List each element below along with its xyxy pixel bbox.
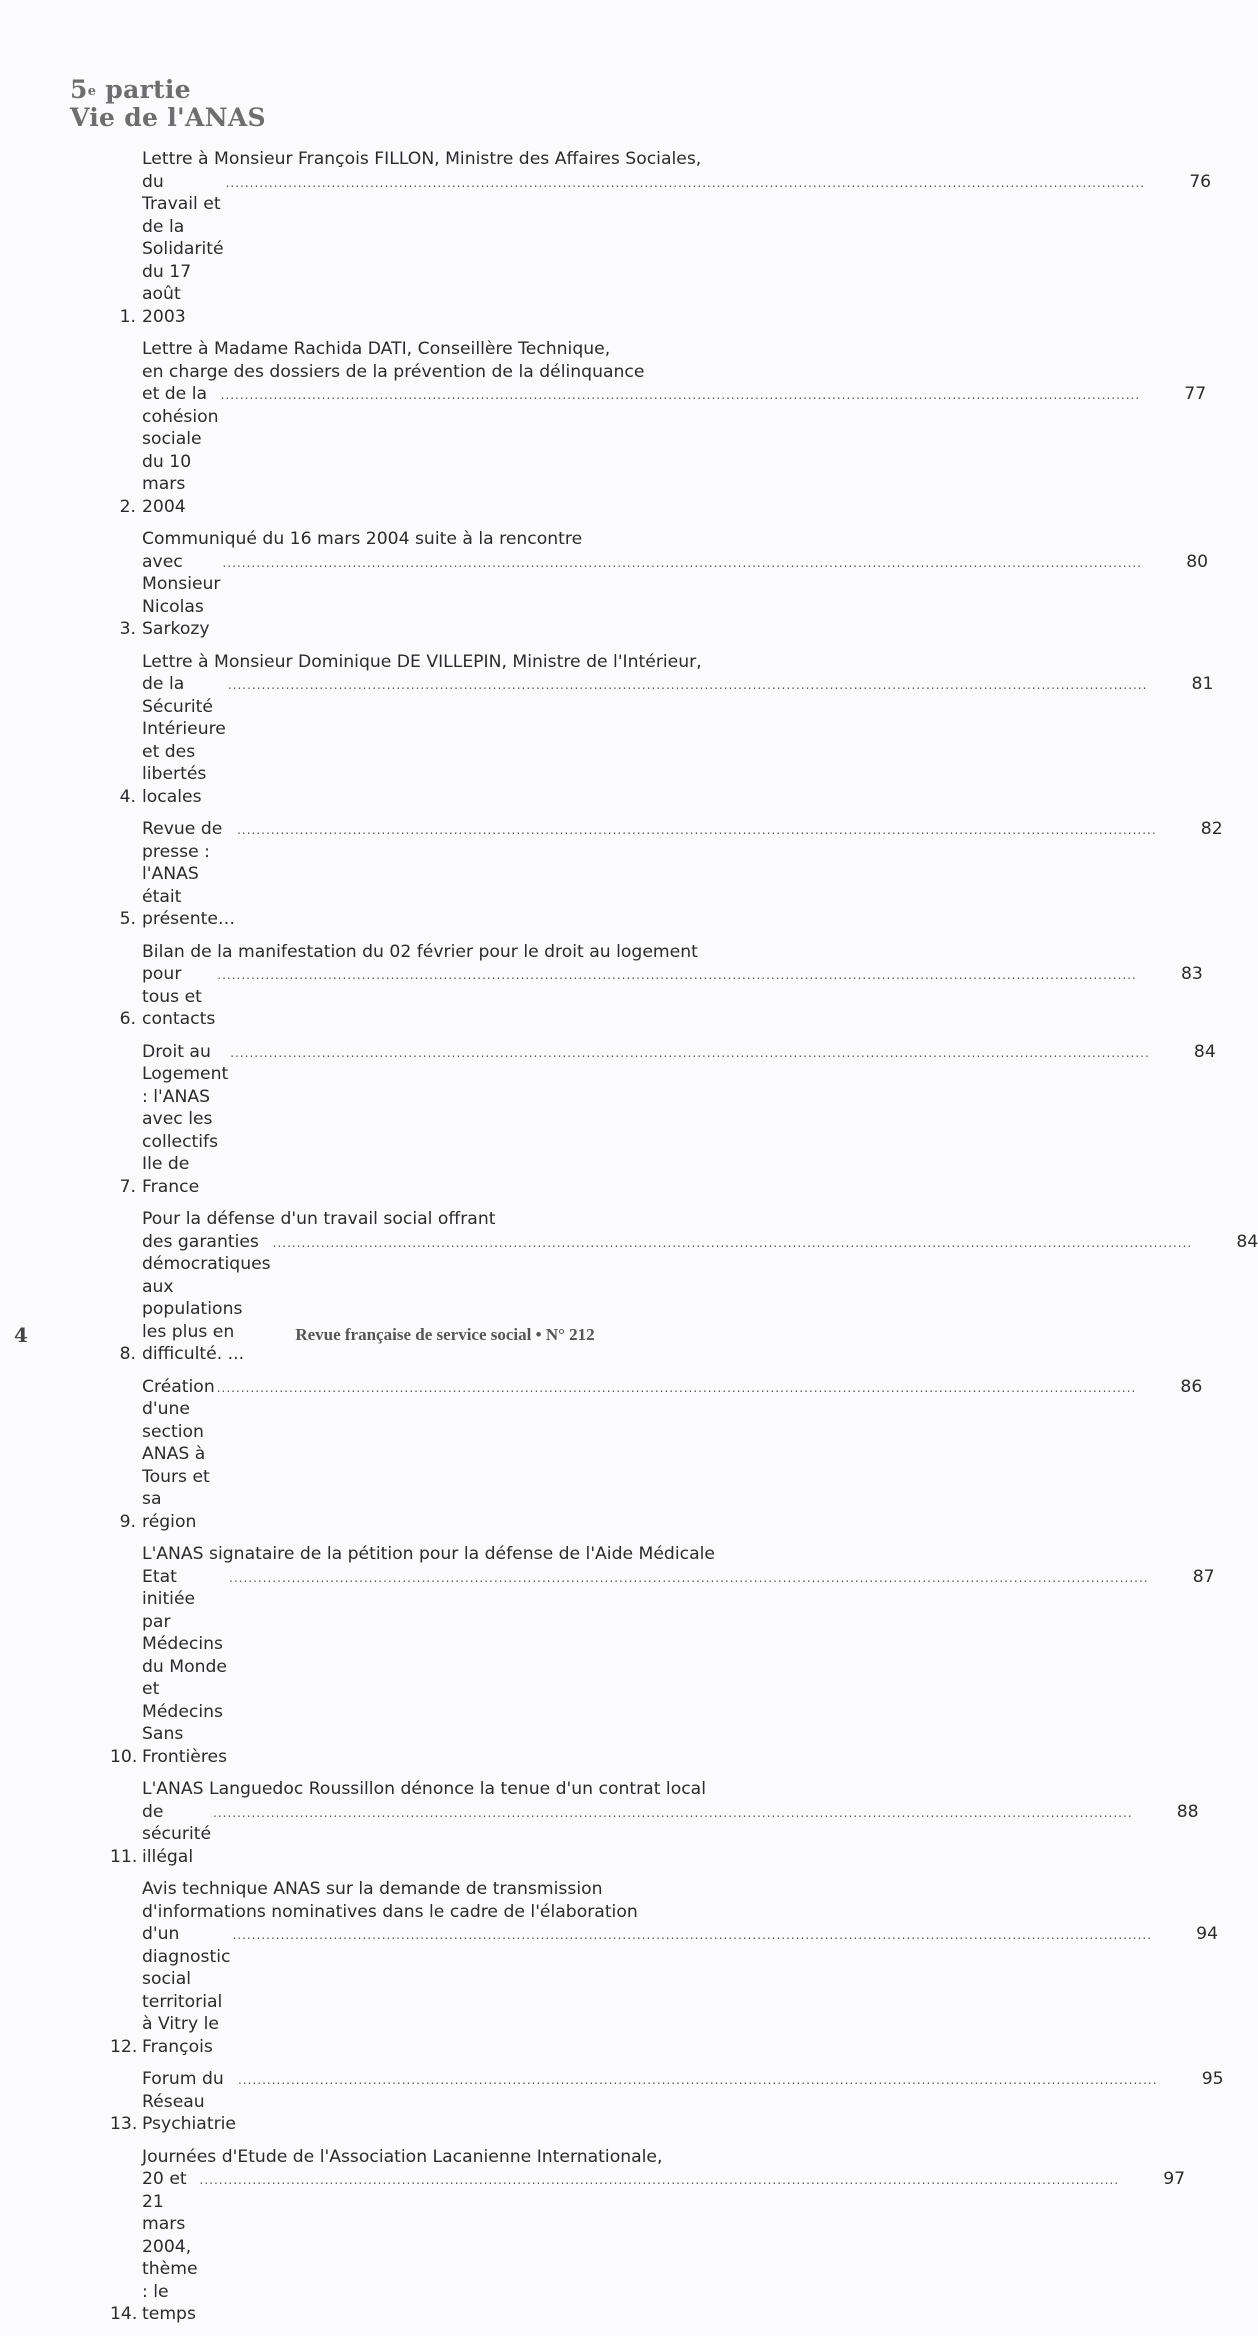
toc-entry-line: Lettre à Monsieur François FILLON, Ministre des Affaires Sociales, [142,149,702,169]
toc-entry-last-line [142,383,1206,518]
toc-entry-number: 14. [110,2304,138,2324]
toc-entry[interactable] [110,1041,1216,1199]
toc-entry-title [142,1543,1215,1768]
toc-entry-number: 13. [110,2114,138,2134]
toc-entry[interactable] [110,1376,1203,1534]
toc-entry-last-line [142,551,1208,641]
toc-entry-number: 12. [110,2036,138,2057]
toc-entry-last-line [142,1041,1216,1199]
toc-entry-page: 81 [1191,674,1214,694]
toc-entry-title [142,2068,1224,2136]
toc-entry-page: 80 [1186,551,1209,572]
toc-entry-number: 6. [119,1009,136,1029]
toc-entry[interactable] [110,338,1207,518]
section-title: Vie de l'ANAS [70,103,266,132]
footer-page-number: 4 [14,1323,28,1347]
dot-leader [213,1802,1133,1825]
toc-entry[interactable] [110,818,1223,931]
toc-entry-line: d'informations nominatives dans le cadre de l'élaboration [142,1901,638,1922]
toc-entry-line: de la Sécurité Intérieure et des libertés locales [142,674,226,807]
toc-entry-number: 2. [119,496,136,517]
toc-entry[interactable] [110,1778,1199,1868]
toc-entry-page: 94 [1196,1924,1219,1944]
toc-entry-number: 1. [119,306,136,327]
footer-publication: Revue française de service social • N° 212 [295,1325,595,1344]
dot-leader [237,819,1157,842]
toc-entry-last-line [142,673,1213,808]
toc-entry-line: en charge des dossiers de la prévention de la délinquance [142,361,645,382]
toc-entry-line: Pour la défense d'un travail social offrant [142,1209,496,1229]
dot-leader [232,1924,1152,1947]
toc-entry-last-line [142,1231,1258,1366]
toc-entry-title [142,1878,1218,2058]
toc-entry-page: 88 [1176,1801,1199,1822]
toc-entry-number: 8. [119,1344,136,1364]
toc-entry[interactable] [110,651,1214,809]
toc-entry-title [142,651,1213,809]
toc-entry-line: Revue de presse : l'ANAS était présente… [142,819,236,929]
toc-entry-page: 83 [1180,964,1203,984]
toc-entry-title [142,2146,1185,2326]
toc-entry[interactable] [110,2068,1224,2136]
toc-entry-last-line [142,818,1223,931]
section-heading [70,76,266,132]
toc-entry-line: L'ANAS Languedoc Roussillon dénonce la tenue d'un contrat local [142,1779,706,1799]
toc-entry-page: 82 [1200,819,1223,839]
dot-leader [221,384,1141,407]
table-of-contents [110,148,1258,2336]
toc-entry-last-line [142,2168,1185,2326]
toc-entry-page: 76 [1189,171,1212,192]
dot-leader [217,964,1137,987]
part-label [70,76,266,104]
toc-entry-line: Lettre à Madame Rachida DATI, Conseillère Technique, [142,339,611,359]
toc-entry-line: du Travail et de la Solidarité du 17 août 2003 [142,171,224,327]
toc-entry[interactable] [110,1878,1219,2058]
toc-entry-line: Création d'une section ANAS à Tours et sa région [142,1376,215,1532]
toc-entry-title [142,1041,1216,1199]
toc-entry-page: 84 [1236,1231,1258,1252]
toc-entry-line: 20 et 21 mars 2004, thème : le temps [142,2169,198,2324]
dot-leader [238,2069,1158,2092]
toc-entry-last-line [142,1566,1215,1769]
toc-entry-last-line [142,1923,1218,2058]
toc-entry-line: Bilan de la manifestation du 02 février pour le droit au logement [142,941,698,962]
toc-entry-line: et de la cohésion sociale du 10 mars 2004 [142,384,219,517]
dot-leader [229,1567,1149,1590]
toc-entry-title [142,1376,1202,1534]
part-suffix: e [87,84,97,99]
toc-entry-title [142,148,1211,328]
toc-entry-line: d'un diagnostic social territorial à Vitry le François [142,1924,231,2057]
toc-entry-line: Lettre à Monsieur Dominique DE VILLEPIN, Ministre de l'Intérieur, [142,651,702,672]
toc-entry-title [142,1778,1199,1868]
toc-entry-line: Droit au Logement : l'ANAS avec les collectifs Ile de France [142,1041,229,1197]
toc-entry-title [142,528,1208,641]
dot-leader [200,2169,1120,2192]
toc-entry-number: 10. [110,1746,138,1767]
dot-leader [217,1377,1137,1400]
toc-entry-line: Forum du Réseau Psychiatrie [142,2069,236,2134]
dot-leader [223,552,1143,575]
toc-entry-page: 95 [1201,2069,1224,2089]
toc-entry-number: 5. [119,909,136,929]
toc-entry-line: de sécurité illégal [142,1801,212,1867]
toc-entry[interactable] [110,2146,1186,2326]
toc-entry-line: des garanties démocratiques aux populations les plus en difficulté. ... [142,1231,271,1364]
toc-entry-page: 86 [1180,1376,1203,1397]
toc-entry-page: 84 [1193,1041,1216,1062]
toc-entry-line: Communiqué du 16 mars 2004 suite à la rencontre [142,529,583,549]
toc-entry-line: L'ANAS signataire de la pétition pour la défense de l'Aide Médicale [142,1544,715,1564]
toc-entry[interactable] [110,148,1212,328]
toc-entry-number: 3. [119,619,136,639]
toc-entry-last-line [142,2068,1224,2136]
toc-entry[interactable] [110,1543,1215,1768]
toc-entry-title [142,818,1223,931]
toc-entry-line: Journées d'Etude de l'Association Lacanienne Internationale, [142,2146,663,2167]
toc-entry-line: Etat initiée par Médecins du Monde et Médecins Sans Frontières [142,1566,228,1767]
part-word: partie [105,75,191,104]
toc-entry-page: 97 [1163,2169,1186,2189]
toc-entry-last-line [142,171,1211,329]
toc-entry-line: avec Monsieur Nicolas Sarkozy [142,551,221,639]
toc-entry-number: 4. [119,786,136,807]
toc-entry-page: 87 [1192,1566,1215,1587]
toc-entry-line: Avis technique ANAS sur la demande de transmission [142,1879,603,1899]
dot-leader [273,1232,1193,1255]
toc-entry[interactable] [110,528,1209,641]
toc-entry-number: 9. [119,1511,136,1532]
dot-leader [228,674,1148,697]
toc-entry-title [142,338,1206,518]
toc-entry-number: 7. [119,1176,136,1197]
dot-leader [230,1042,1150,1065]
toc-entry-page: 77 [1184,384,1207,404]
toc-entry-number: 11. [110,1846,138,1867]
toc-entry[interactable] [110,941,1203,1031]
dot-leader [226,172,1146,195]
toc-entry-title [142,941,1203,1031]
part-number: 5 [70,75,88,104]
toc-entry-last-line [142,1801,1199,1869]
toc-entry-last-line [142,963,1203,1031]
toc-entry-line: pour tous et contacts [142,964,216,1029]
toc-entry-last-line [142,1376,1202,1534]
